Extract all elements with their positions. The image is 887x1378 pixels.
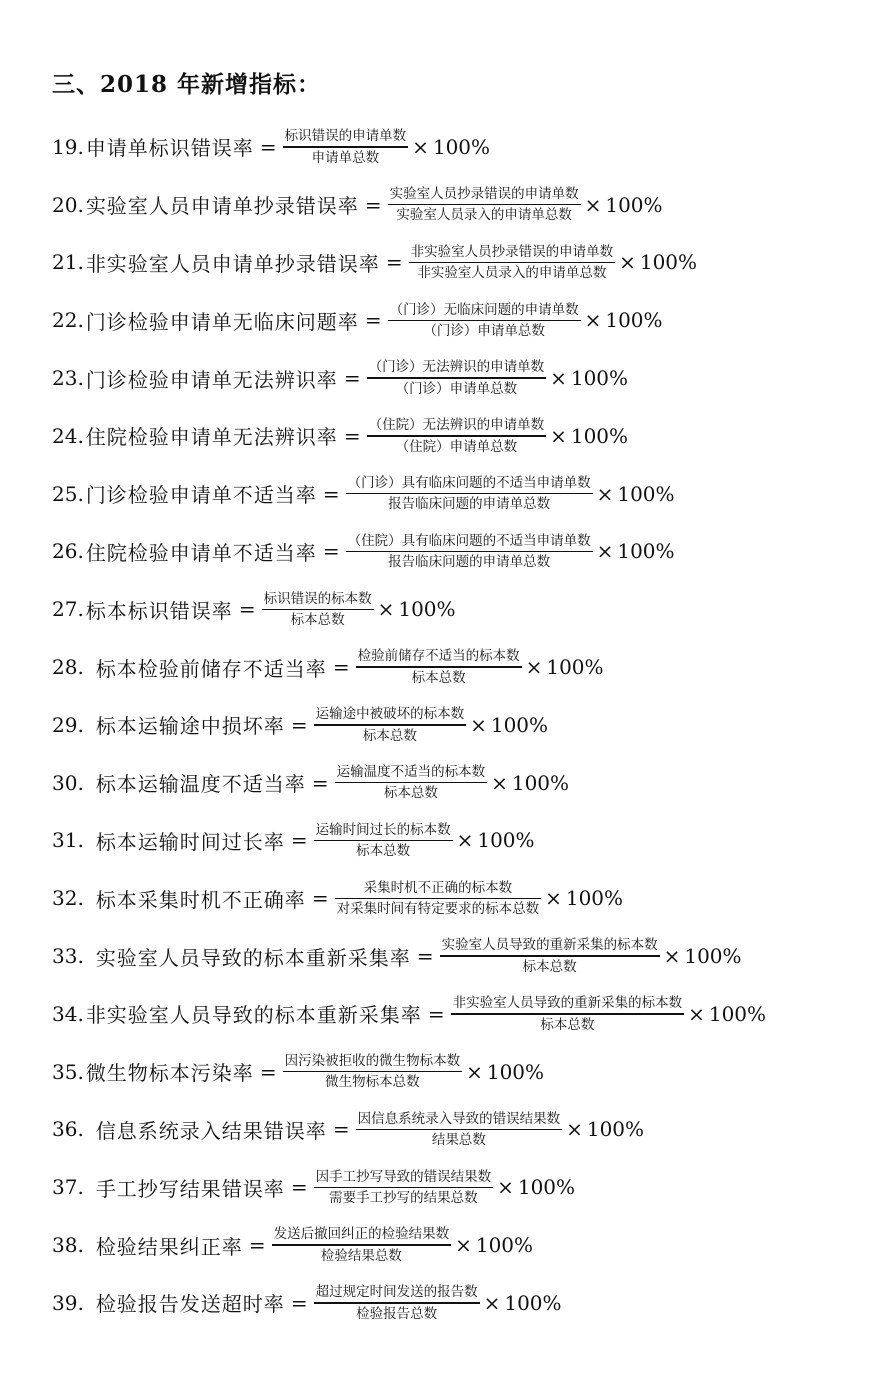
formula-row <box>52 812 882 870</box>
equals-sign: = <box>311 770 329 795</box>
indicator-name: 非实验室人员申请单抄录错误率 <box>85 251 380 276</box>
fraction-bar <box>346 493 593 494</box>
indicator-name: 申请单标识错误率 <box>85 136 254 161</box>
formula-row <box>52 1101 882 1159</box>
percent-value: 100% <box>490 712 549 737</box>
times-sign: × <box>525 655 543 680</box>
indicator-name: 门诊检验申请单不适当率 <box>85 483 317 508</box>
formula-row <box>52 1043 882 1101</box>
formula-row <box>52 754 882 812</box>
equals-sign: = <box>332 1117 350 1142</box>
formula-row <box>52 580 882 638</box>
equals-sign: = <box>322 481 340 506</box>
numerator: 标识错误的标本数 <box>263 590 372 607</box>
equals-sign: = <box>364 192 382 217</box>
formula-number: 36. <box>52 1117 84 1142</box>
denominator: 检验报告总数 <box>356 1305 438 1322</box>
fraction-bar <box>367 377 547 378</box>
numerator: 采集时机不正确的标本数 <box>363 879 513 896</box>
fraction <box>272 1225 452 1264</box>
times-sign: × <box>466 1059 483 1084</box>
indicator-name: 住院检验申请单不适当率 <box>85 540 317 565</box>
numerator: （住院）具有临床问题的不适当申请单数 <box>347 532 591 549</box>
percent-value: 100% <box>684 944 742 969</box>
equals-sign: = <box>290 1175 308 1200</box>
formula-number: 25. <box>52 481 84 506</box>
fraction <box>314 821 453 860</box>
denominator: 标本总数 <box>356 843 411 860</box>
numerator: 因手工抄写导致的错误结果数 <box>315 1168 492 1185</box>
fraction <box>314 705 467 744</box>
denominator: 标本总数 <box>540 1016 595 1033</box>
formula-row <box>52 291 882 349</box>
formula-number: 21. <box>52 250 84 275</box>
indicator-name: 信息系统录入结果错误率 <box>95 1118 327 1143</box>
fraction <box>409 243 616 282</box>
times-sign: × <box>663 944 681 969</box>
indicator-name: 标本运输途中损坏率 <box>95 714 285 739</box>
denominator: （住院）申请单总数 <box>395 438 518 455</box>
formula-list <box>52 118 882 1332</box>
fraction <box>346 532 593 571</box>
indicator-name: 标本运输时间过长率 <box>95 829 285 854</box>
equals-sign: = <box>343 423 361 448</box>
equals-sign: = <box>311 886 329 911</box>
fraction <box>367 416 547 455</box>
fraction-bar <box>346 551 593 552</box>
times-sign: × <box>566 1117 583 1142</box>
formula-number: 39. <box>52 1290 84 1315</box>
percent-value: 100% <box>398 597 456 622</box>
denominator: 报告临床问题的申请单总数 <box>388 496 551 513</box>
numerator: （门诊）无法辨识的申请单数 <box>368 359 545 376</box>
fraction <box>367 358 547 397</box>
fraction <box>335 879 542 918</box>
times-sign: × <box>455 1233 472 1258</box>
percent-value: 100% <box>475 1233 534 1258</box>
times-sign: × <box>483 1290 501 1315</box>
formula-number: 26. <box>52 539 84 564</box>
equals-sign: = <box>259 1059 277 1084</box>
formula-number: 20. <box>52 192 84 217</box>
formula-row <box>52 696 882 754</box>
times-sign: × <box>377 597 395 622</box>
equals-sign: = <box>332 655 350 680</box>
formula-number: 30. <box>52 770 84 795</box>
times-sign: × <box>619 250 636 275</box>
formula-number: 35. <box>52 1059 84 1084</box>
percent-value: 100% <box>570 423 629 448</box>
fraction <box>335 763 488 802</box>
denominator: 标本总数 <box>411 669 466 686</box>
numerator: （门诊）具有临床问题的不适当申请单数 <box>347 474 591 491</box>
fraction <box>451 994 685 1033</box>
formula-row <box>52 176 882 234</box>
fraction-bar <box>409 262 616 263</box>
fraction <box>356 1110 563 1149</box>
formula-number: 23. <box>52 366 84 391</box>
formula-number: 27. <box>52 597 84 622</box>
formula-number: 28. <box>52 655 84 680</box>
section-heading: 三、2018 年新增指标： <box>52 71 322 98</box>
fraction <box>388 301 581 340</box>
formula-row <box>52 869 882 927</box>
percent-value: 100% <box>586 1117 645 1142</box>
times-sign: × <box>550 423 567 448</box>
formula-number: 22. <box>52 308 84 333</box>
equals-sign: = <box>416 944 434 969</box>
indicator-name: 实验室人员申请单抄录错误率 <box>85 194 359 219</box>
indicator-name: 实验室人员导致的标本重新采集率 <box>95 945 411 970</box>
formula-row <box>52 523 882 581</box>
indicator-name: 住院检验申请单无法辨识率 <box>85 425 338 450</box>
fraction-bar <box>272 1244 452 1245</box>
formula-row <box>52 465 882 523</box>
denominator: 报告临床问题的申请单总数 <box>388 554 551 571</box>
indicator-name: 检验结果纠正率 <box>95 1234 243 1259</box>
formula-number: 38. <box>52 1233 84 1258</box>
indicator-name: 标本检验前储存不适当率 <box>95 656 327 681</box>
fraction-bar <box>262 609 374 610</box>
fraction <box>314 1283 480 1322</box>
denominator: 标本总数 <box>522 958 577 975</box>
denominator: 实验室人员录入的申请单总数 <box>396 207 572 224</box>
formula-number: 33. <box>52 944 84 969</box>
formula-row <box>52 985 882 1043</box>
indicator-name: 标本标识错误率 <box>85 598 233 623</box>
denominator: 标本总数 <box>290 611 345 628</box>
numerator: 因污染被拒收的微生物标本数 <box>284 1052 461 1069</box>
percent-value: 100% <box>432 134 491 159</box>
equals-sign: = <box>290 1290 308 1315</box>
numerator: 发送后撤回纠正的检验结果数 <box>273 1226 450 1243</box>
numerator: 检验前储存不适当的标本数 <box>357 648 520 665</box>
fraction-bar <box>314 1187 494 1188</box>
formula-number: 31. <box>52 828 84 853</box>
denominator: 微生物标本总数 <box>325 1074 420 1091</box>
denominator: 非实验室人员录入的申请单总数 <box>417 265 607 282</box>
numerator: （住院）无法辨识的申请单数 <box>368 417 545 434</box>
fraction <box>388 185 581 224</box>
formula-row <box>52 234 882 292</box>
fraction-bar <box>367 435 547 436</box>
numerator: 运输温度不适当的标本数 <box>336 763 486 780</box>
denominator: （门诊）申请单总数 <box>395 380 518 397</box>
equals-sign: = <box>343 366 361 391</box>
indicator-name: 门诊检验申请单无法辨识率 <box>85 367 338 392</box>
times-sign: × <box>596 481 614 506</box>
fraction <box>440 936 660 975</box>
indicator-name: 非实验室人员导致的标本重新采集率 <box>85 1003 422 1028</box>
numerator: 运输时间过长的标本数 <box>315 821 451 838</box>
percent-value: 100% <box>605 192 663 217</box>
times-sign: × <box>584 308 602 333</box>
equals-sign: = <box>290 828 308 853</box>
percent-value: 100% <box>504 1290 562 1315</box>
times-sign: × <box>497 1175 514 1200</box>
times-sign: × <box>545 886 562 911</box>
numerator: 非实验室人员导致的重新采集的标本数 <box>452 995 683 1012</box>
percent-value: 100% <box>511 770 570 795</box>
denominator: 需要手工抄写的结果总数 <box>329 1189 478 1206</box>
fraction-bar <box>356 666 522 667</box>
times-sign: × <box>584 192 602 217</box>
percent-value: 100% <box>570 366 629 391</box>
percent-value: 100% <box>617 539 675 564</box>
fraction-bar <box>314 724 467 725</box>
times-sign: × <box>456 828 474 853</box>
percent-value: 100% <box>639 250 698 275</box>
numerator: 运输途中被破坏的标本数 <box>315 706 465 723</box>
equals-sign: = <box>385 250 403 275</box>
indicator-name: 手工抄写结果错误率 <box>95 1176 285 1201</box>
indicator-name: 微生物标本污染率 <box>85 1061 254 1086</box>
denominator: （门诊）申请单总数 <box>423 322 545 339</box>
fraction-bar <box>451 1013 685 1014</box>
times-sign: × <box>688 1001 705 1026</box>
formula-row <box>52 1158 882 1216</box>
fraction-bar <box>314 1302 480 1303</box>
formula-row <box>52 349 882 407</box>
numerator: （门诊）无临床问题的申请单数 <box>389 301 579 318</box>
fraction-bar <box>440 955 660 956</box>
numerator: 标识错误的申请单数 <box>284 128 407 145</box>
fraction <box>283 1052 463 1091</box>
percent-value: 100% <box>517 1175 576 1200</box>
fraction <box>283 127 409 166</box>
equals-sign: = <box>290 712 308 737</box>
numerator: 实验室人员导致的重新采集的标本数 <box>441 937 658 954</box>
percent-value: 100% <box>477 828 535 853</box>
equals-sign: = <box>238 597 256 622</box>
percent-value: 100% <box>605 308 663 333</box>
numerator: 非实验室人员抄录错误的申请单数 <box>410 243 614 260</box>
numerator: 超过规定时间发送的报告数 <box>315 1284 478 1301</box>
fraction <box>356 647 522 686</box>
formula-row <box>52 407 882 465</box>
denominator: 申请单总数 <box>311 149 380 166</box>
fraction <box>262 590 374 629</box>
numerator: 实验室人员抄录错误的申请单数 <box>389 186 579 202</box>
indicator-name: 检验报告发送超时率 <box>95 1292 285 1317</box>
percent-value: 100% <box>617 481 675 506</box>
equals-sign: = <box>427 1001 445 1026</box>
formula-number: 24. <box>52 423 84 448</box>
formula-number: 19. <box>52 134 84 159</box>
indicator-name: 门诊检验申请单无临床问题率 <box>85 309 359 334</box>
formula-number: 37. <box>52 1175 84 1200</box>
formula-row <box>52 1216 882 1274</box>
formula-row <box>52 118 882 176</box>
formula-row <box>52 927 882 985</box>
equals-sign: = <box>248 1233 266 1258</box>
fraction-bar <box>388 320 581 321</box>
equals-sign: = <box>322 539 340 564</box>
denominator: 结果总数 <box>431 1132 486 1149</box>
denominator: 标本总数 <box>383 785 438 802</box>
fraction-bar <box>314 840 453 841</box>
percent-value: 100% <box>486 1059 545 1084</box>
formula-row <box>52 638 882 696</box>
fraction-bar <box>356 1129 563 1130</box>
times-sign: × <box>550 366 567 391</box>
numerator: 因信息系统录入导致的错误结果数 <box>357 1110 561 1127</box>
formula-number: 29. <box>52 712 84 737</box>
percent-value: 100% <box>708 1001 767 1026</box>
fraction-bar <box>388 204 581 205</box>
denominator: 检验结果总数 <box>320 1247 402 1264</box>
formula-number: 34. <box>52 1001 84 1026</box>
fraction-bar <box>283 1071 463 1072</box>
fraction-bar <box>335 898 542 899</box>
fraction-bar <box>283 146 409 147</box>
times-sign: × <box>470 712 487 737</box>
times-sign: × <box>412 134 429 159</box>
equals-sign: = <box>364 308 382 333</box>
times-sign: × <box>596 539 614 564</box>
fraction <box>346 474 593 513</box>
fraction-bar <box>335 782 488 783</box>
indicator-name: 标本采集时机不正确率 <box>95 887 306 912</box>
denominator: 标本总数 <box>362 727 417 744</box>
percent-value: 100% <box>546 655 604 680</box>
fraction <box>314 1168 494 1207</box>
equals-sign: = <box>259 134 277 159</box>
formula-row <box>52 1274 882 1332</box>
indicator-name: 标本运输温度不适当率 <box>95 772 306 797</box>
times-sign: × <box>491 770 508 795</box>
percent-value: 100% <box>565 886 624 911</box>
formula-number: 32. <box>52 886 84 911</box>
denominator: 对采集时间有特定要求的标本总数 <box>336 900 540 917</box>
